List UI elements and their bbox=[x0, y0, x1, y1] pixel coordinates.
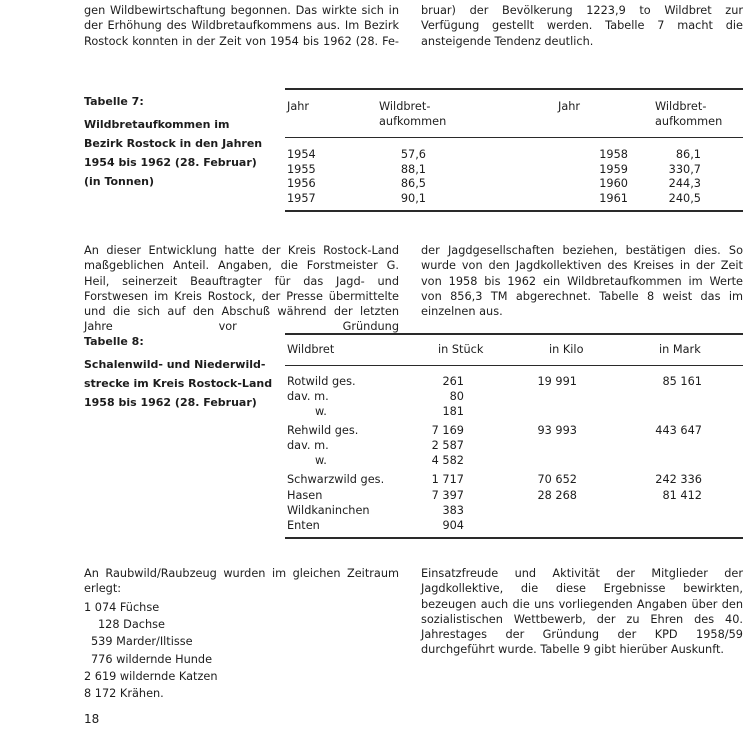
table8-caption-line: strecke im Kreis Rostock-Land bbox=[84, 377, 273, 390]
table7-caption-line: Bezirk Rostock in den Jahren bbox=[84, 137, 263, 150]
table8-cell: w. bbox=[315, 454, 327, 467]
table7-header-wildbret-2-line2: aufkommen bbox=[655, 114, 723, 128]
table7-cell: 1960 bbox=[599, 177, 628, 190]
table7-cell: 1955 bbox=[287, 162, 316, 176]
table-row bbox=[287, 405, 702, 424]
table7-cell: 1958 bbox=[599, 148, 628, 161]
table8-cell bbox=[464, 439, 577, 454]
table8-cell: Rotwild ges. bbox=[287, 375, 356, 388]
table8-cell: 443 647 bbox=[655, 424, 702, 437]
table-row bbox=[287, 390, 702, 405]
table7-cell: 88,1 bbox=[400, 162, 426, 176]
table-row bbox=[287, 473, 702, 489]
paragraph-bottom-right: Einsatzfreude und Aktivität der Mitglieder der Jagdkollektive, die diese Ergebnisse bewirkten, bezeugen auch die uns vorliegenden Angaben über den sozialistischen Wettbewerb, der zu Ehren des 40. Jahrestages der Gründung der KPD 1958/59 durchgeführt wurde. Tabelle 9 gibt hierüber Auskunft. bbox=[421, 567, 743, 657]
paragraph-mid-right: der Jagdgesellschaften beziehen, bestätigen dies. So wurde von den Jagdkollektiven des Kreises in der Zeit von 1958 bis 1962 ein Wildbretaufkommen im Werte von 856,3 TM abgerechnet. Tabelle 8 weist das im einzelnen aus. bbox=[421, 244, 743, 319]
raubwild-list bbox=[84, 599, 218, 702]
table-row bbox=[287, 163, 701, 178]
table8-header-wildbret: Wildbret bbox=[287, 343, 335, 356]
table7-cell: 1959 bbox=[599, 162, 628, 176]
table7-cell: 244,3 bbox=[668, 177, 701, 190]
table-row bbox=[287, 177, 701, 192]
table8-cell bbox=[577, 454, 702, 473]
table7-caption-line: (in Tonnen) bbox=[84, 175, 155, 188]
table7-rule-mid bbox=[285, 137, 743, 138]
table7-header-wildbret-2 bbox=[655, 100, 722, 129]
table8-label: Tabelle 8: bbox=[84, 335, 144, 348]
table-row bbox=[287, 489, 702, 504]
table8-cell bbox=[464, 405, 577, 424]
table8-cell bbox=[464, 504, 577, 519]
table7-cell: 86,1 bbox=[675, 148, 701, 161]
table7-cell: 1957 bbox=[287, 191, 316, 205]
table-row bbox=[287, 519, 702, 534]
table8-cell: 28 268 bbox=[537, 489, 577, 502]
table8-caption-line: Schalenwild- und Niederwild- bbox=[84, 358, 266, 371]
table8-cell bbox=[577, 405, 702, 424]
table7-header-wildbret-line1: Wildbret- bbox=[379, 100, 431, 113]
list-item: 128 Dachse bbox=[98, 618, 165, 632]
table8-cell bbox=[464, 390, 577, 405]
table8-caption bbox=[84, 332, 284, 412]
paragraph-bottom-left-intro: An Raubwild/Raubzeug wurden im gleichen Zeitraum erlegt: bbox=[84, 567, 399, 596]
table8-cell: 81 412 bbox=[662, 489, 702, 502]
table7-caption-line: 1954 bis 1962 (28. Februar) bbox=[84, 156, 257, 169]
table8-cell: 261 bbox=[442, 375, 464, 388]
table8-cell bbox=[577, 439, 702, 454]
table7-cell: 1954 bbox=[287, 148, 316, 161]
table-row bbox=[287, 454, 702, 473]
table8-cell: 4 582 bbox=[431, 454, 464, 467]
table8-cell: w. bbox=[315, 405, 327, 418]
table8-cell: 904 bbox=[442, 519, 464, 532]
table8-cell: 2 587 bbox=[431, 439, 464, 452]
table8-rule-mid bbox=[285, 365, 743, 366]
table8-cell: 7 169 bbox=[431, 424, 464, 437]
table7-header-wildbret-line2: aufkommen bbox=[379, 114, 447, 128]
list-item: 1 074 Füchse bbox=[84, 601, 160, 614]
paragraph-top-left: gen Wildbewirtschaftung begonnen. Das wirkte sich in der Erhöhung des Wildbretaufkommens aus. Im Bezirk Rostock konnten in der Zeit von 1954 bis 1962 (28. Fe- bbox=[84, 4, 399, 48]
list-item: 776 wildernde Hunde bbox=[91, 652, 213, 666]
table8-cell: 80 bbox=[449, 390, 464, 403]
table7-cell: 57,6 bbox=[400, 148, 426, 161]
table8-rule-top bbox=[285, 333, 743, 335]
table-row bbox=[287, 192, 701, 207]
list-item: 2 619 wildernde Katzen bbox=[84, 669, 218, 683]
table7-cell: 86,5 bbox=[400, 177, 426, 190]
table7-rule-top bbox=[285, 88, 743, 90]
table8-header-kilo: in Kilo bbox=[549, 343, 584, 356]
table7-cell: 1956 bbox=[287, 177, 316, 190]
table7-caption-line: Wildbretaufkommen im bbox=[84, 118, 230, 131]
table-row bbox=[287, 424, 702, 439]
table7-rule-bottom bbox=[285, 210, 743, 212]
table8-cell: 7 397 bbox=[431, 489, 464, 502]
table8-cell: 70 652 bbox=[537, 473, 577, 486]
list-item: 8 172 Krähen. bbox=[84, 687, 164, 701]
table8-body bbox=[287, 375, 702, 534]
table7-label: Tabelle 7: bbox=[84, 95, 144, 108]
table-row bbox=[287, 504, 702, 519]
table8-cell: Wildkaninchen bbox=[287, 504, 370, 517]
table7-caption bbox=[84, 92, 274, 191]
table8-cell: 383 bbox=[442, 504, 464, 517]
table8-cell: Rehwild ges. bbox=[287, 424, 359, 437]
table7-body bbox=[287, 148, 701, 206]
table8-cell: 19 991 bbox=[537, 375, 577, 388]
table8-cell bbox=[577, 519, 702, 534]
table8-cell: dav. m. bbox=[287, 439, 329, 452]
table7-cell: 240,5 bbox=[668, 191, 701, 205]
table7-header-wildbret bbox=[379, 100, 446, 129]
paragraph-mid-left: An dieser Entwicklung hatte der Kreis Rostock-Land maßgeblichen Anteil. Angaben, die Forstmeister G. Heil, seinerzeit Beauftragter für das Jagd- und Forstwesen im Kreis Rostock, der Presse übermittelte und die sich auf den Abschuß während der letzten Jahre vor Gründung bbox=[84, 244, 399, 334]
table8-rule-bottom bbox=[285, 537, 743, 539]
table7-cell: 1961 bbox=[599, 191, 628, 205]
table8-cell: dav. m. bbox=[287, 390, 329, 403]
table8-cell: 93 993 bbox=[537, 424, 577, 437]
table7-header-jahr: Jahr bbox=[287, 100, 310, 113]
table-row bbox=[287, 148, 701, 163]
table7-cell: 90,1 bbox=[400, 191, 426, 205]
list-item: 539 Marder/Iltisse bbox=[91, 635, 193, 649]
table8-cell: 242 336 bbox=[655, 473, 702, 486]
table8-caption-line: 1958 bis 1962 (28. Februar) bbox=[84, 396, 257, 409]
paragraph-top-right: bruar) der Bevölkerung 1223,9 to Wildbret zur Verfügung gestellt werden. Tabelle 7 macht die ansteigende Tendenz deutlich. bbox=[421, 4, 743, 48]
table8-cell bbox=[464, 454, 577, 473]
table-row bbox=[287, 375, 702, 390]
table8-cell bbox=[577, 390, 702, 405]
table-row bbox=[287, 439, 702, 454]
table8-header-stueck: in Stück bbox=[438, 343, 484, 356]
table8-header-mark: in Mark bbox=[659, 343, 701, 356]
table8-cell: 1 717 bbox=[431, 473, 464, 486]
table7-header-jahr-2: Jahr bbox=[558, 100, 581, 113]
table8-cell: Hasen bbox=[287, 489, 323, 502]
page-number: 18 bbox=[84, 712, 100, 726]
table8-cell bbox=[464, 519, 577, 534]
table8-cell: 85 161 bbox=[662, 375, 702, 388]
table7-header-wildbret-2-line1: Wildbret- bbox=[655, 100, 707, 113]
table7-cell: 330,7 bbox=[668, 162, 701, 176]
table8-cell: Enten bbox=[287, 519, 320, 532]
table8-cell bbox=[577, 504, 702, 519]
table8-cell: Schwarzwild ges. bbox=[287, 473, 385, 486]
table8-cell: 181 bbox=[442, 405, 464, 418]
